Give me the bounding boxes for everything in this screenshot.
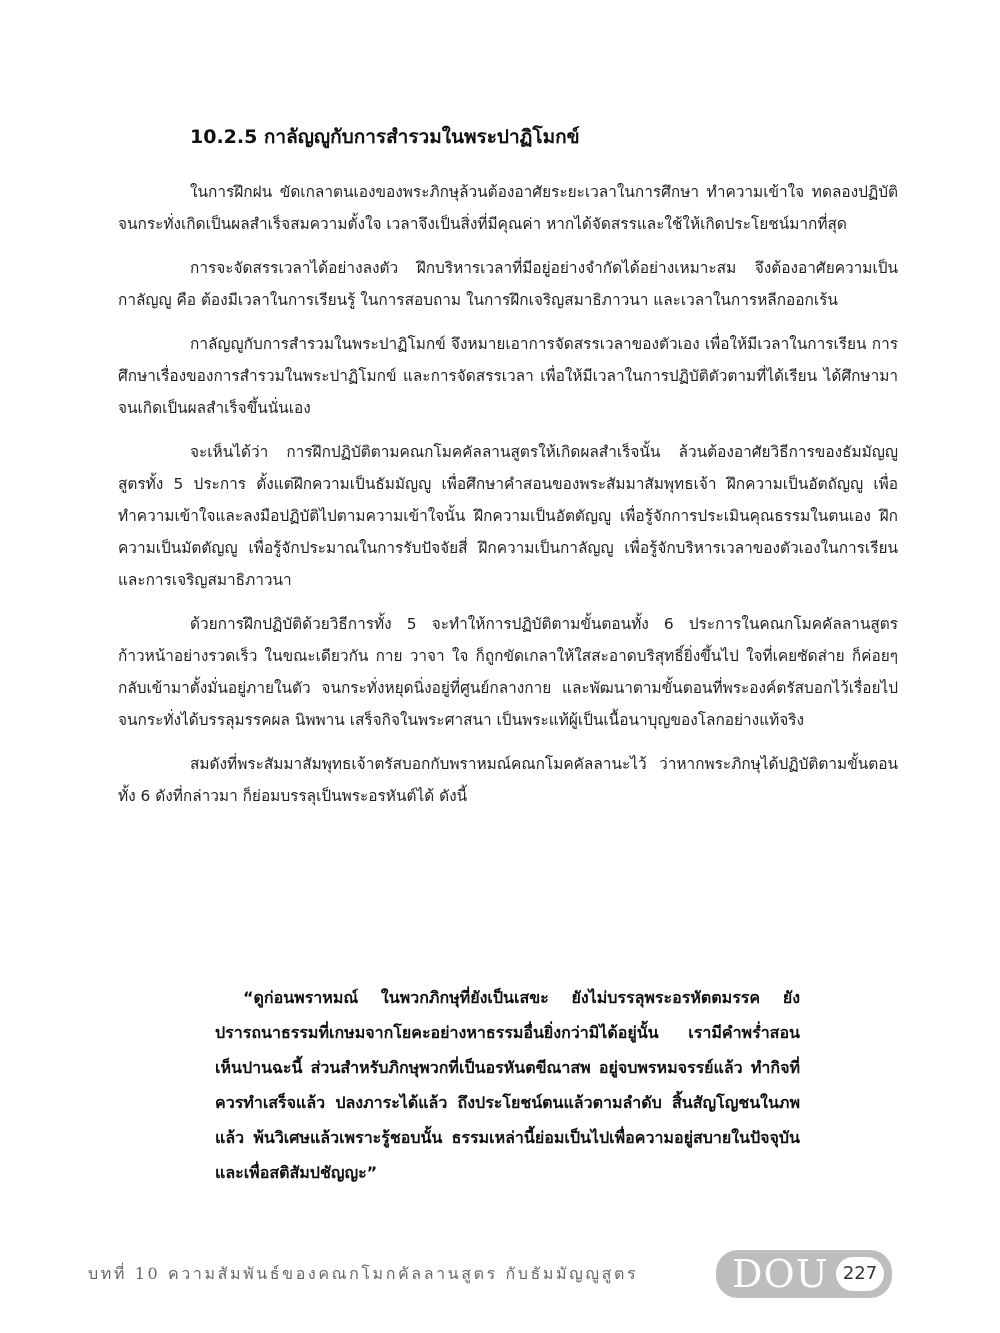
page-number: 227 [836,1257,884,1291]
chapter-title: บทที่ 10 ความสัมพันธ์ของคณกโมกคัลลานสูตร กับธัมมัญญูสูตร [88,1264,639,1283]
body-text [118,176,898,824]
paragraph-3: กาลัญญูกับการสำรวมในพระปาฏิโมกข์ จึงหมายเอาการจัดสรรเวลาของตัวเอง เพื่อให้มีเวลาในการเรียน การศึกษาเรื่องของการสำรวมในพระปาฏิโมกข์ และการจัดสรรเวลา เพื่อให้มีเวลาในการปฏิบัติตัวตามที่ได้เรียน ได้ศึกษามาจนเกิดเป็นผลสำเร็จขึ้นนั่นเอง [118,335,898,417]
paragraph-5: ด้วยการฝึกปฏิบัติด้วยวิธีการทั้ง 5 จะทำให้การปฏิบัติตามขั้นตอนทั้ง 6 ประการในคณกโมคคัลลานสูตรก้าวหน้าอย่างรวดเร็ว ในขณะเดียวกัน กาย วาจา ใจ ก็ถูกขัดเกลาให้ใสสะอาดบริสุทธิ์ยิ่งขึ้นไป ใจที่เคยซัดส่าย ก็ค่อยๆ กลับเข้ามาตั้งมั่นอยู่ภายในตัว จนกระทั่งหยุดนิ่งอยู่ที่ศูนย์กลางกาย และพัฒนาตามขั้นตอนที่พระองค์ตรัสบอกไว้เรื่อยไป จนกระทั่งได้บรรลุมรรคผล นิพพาน เสร็จกิจในพระศาสนา เป็นพระแท้ผู้เป็นเนื้อนาบุญของโลกอย่างแท้จริง [118,615,898,729]
paragraph-2: การจะจัดสรรเวลาได้อย่างลงตัว ฝึกบริหารเวลาที่มีอยู่อย่างจำกัดได้อย่างเหมาะสม จึงต้องอาศัยความเป็นกาลัญญู คือ ต้องมีเวลาในการเรียนรู้ ในการสอบถาม ในการฝึกเจริญสมาธิภาวนา และเวลาในการหลีกออกเร้น [118,259,898,309]
page-footer [88,1250,898,1300]
paragraph-1: ในการฝึกฝน ขัดเกลาตนเองของพระภิกษุล้วนต้องอาศัยระยะเวลาในการศึกษา ทำความเข้าใจ ทดลองปฏิบัติ จนกระทั่งเกิดเป็นผลสำเร็จสมความตั้งใจ เวลาจึงเป็นสิ่งที่มีคุณค่า หากได้จัดสรรและใช้ให้เกิดประโยชน์มากที่สุด [118,183,898,233]
block-quote: “ดูก่อนพราหมณ์ ในพวกภิกษุที่ยังเป็นเสขะ ยังไม่บรรลุพระอรหัตตมรรค ยังปรารถนาธรรมที่เกษมจากโยคะอย่างหาธรรมอื่นยิ่งกว่ามิได้อยู่นั้น เรามีคำพร่ำสอนเห็นปานฉะนี้ ส่วนสำหรับภิกษุพวกที่เป็นอรหันตขีณาสพ อยู่จบพรหมจรรย์แล้ว ทำกิจที่ควรทำเสร็จแล้ว ปลงภาระได้แล้ว ถึงประโยชน์ตนแล้วตามลำดับ สิ้นสัญโญชนในภพแล้ว พ้นวิเศษแล้วเพราะรู้ชอบนั้น ธรรมเหล่านี้ย่อมเป็นไปเพื่อความอยู่สบายในปัจจุบัน และเพื่อสติสัมปชัญญะ” [215,988,800,1182]
paragraph-4: จะเห็นได้ว่า การฝึกปฏิบัติตามคณกโมคคัลลานสูตรให้เกิดผลสำเร็จนั้น ล้วนต้องอาศัยวิธีการของธัมมัญญูสูตรทั้ง 5 ประการ ตั้งแต่ฝึกความเป็นธัมมัญญู เพื่อศึกษาคำสอนของพระสัมมาสัมพุทธเจ้า ฝึกความเป็นอัตถัญญู เพื่อทำความเข้าใจและลงมือปฏิบัติไปตามความเข้าใจนั้น ฝึกความเป็นอัตตัญญู เพื่อรู้จักการประเมินคุณธรรมในตนเอง ฝึกความเป็นมัตตัญญู เพื่อรู้จักประมาณในการรับปัจจัยสี่ ฝึกความเป็นกาลัญญู เพื่อรู้จักบริหารเวลาของตัวเองในการเรียนและการเจริญสมาธิภาวนา [118,443,898,589]
section-heading: 10.2.5 กาลัญญูกับการสำรวมในพระปาฏิโมกข์ [190,126,580,148]
dou-logo: DOU [732,1252,829,1296]
dou-badge [716,1250,892,1298]
paragraph-6: สมดังที่พระสัมมาสัมพุทธเจ้าตรัสบอกกับพราหมณ์คณกโมคคัลลานะไว้ ว่าหากพระภิกษุได้ปฏิบัติตามขั้นตอนทั้ง 6 ดังที่กล่าวมา ก็ย่อมบรรลุเป็นพระอรหันต์ได้ ดังนี้ [118,755,898,805]
